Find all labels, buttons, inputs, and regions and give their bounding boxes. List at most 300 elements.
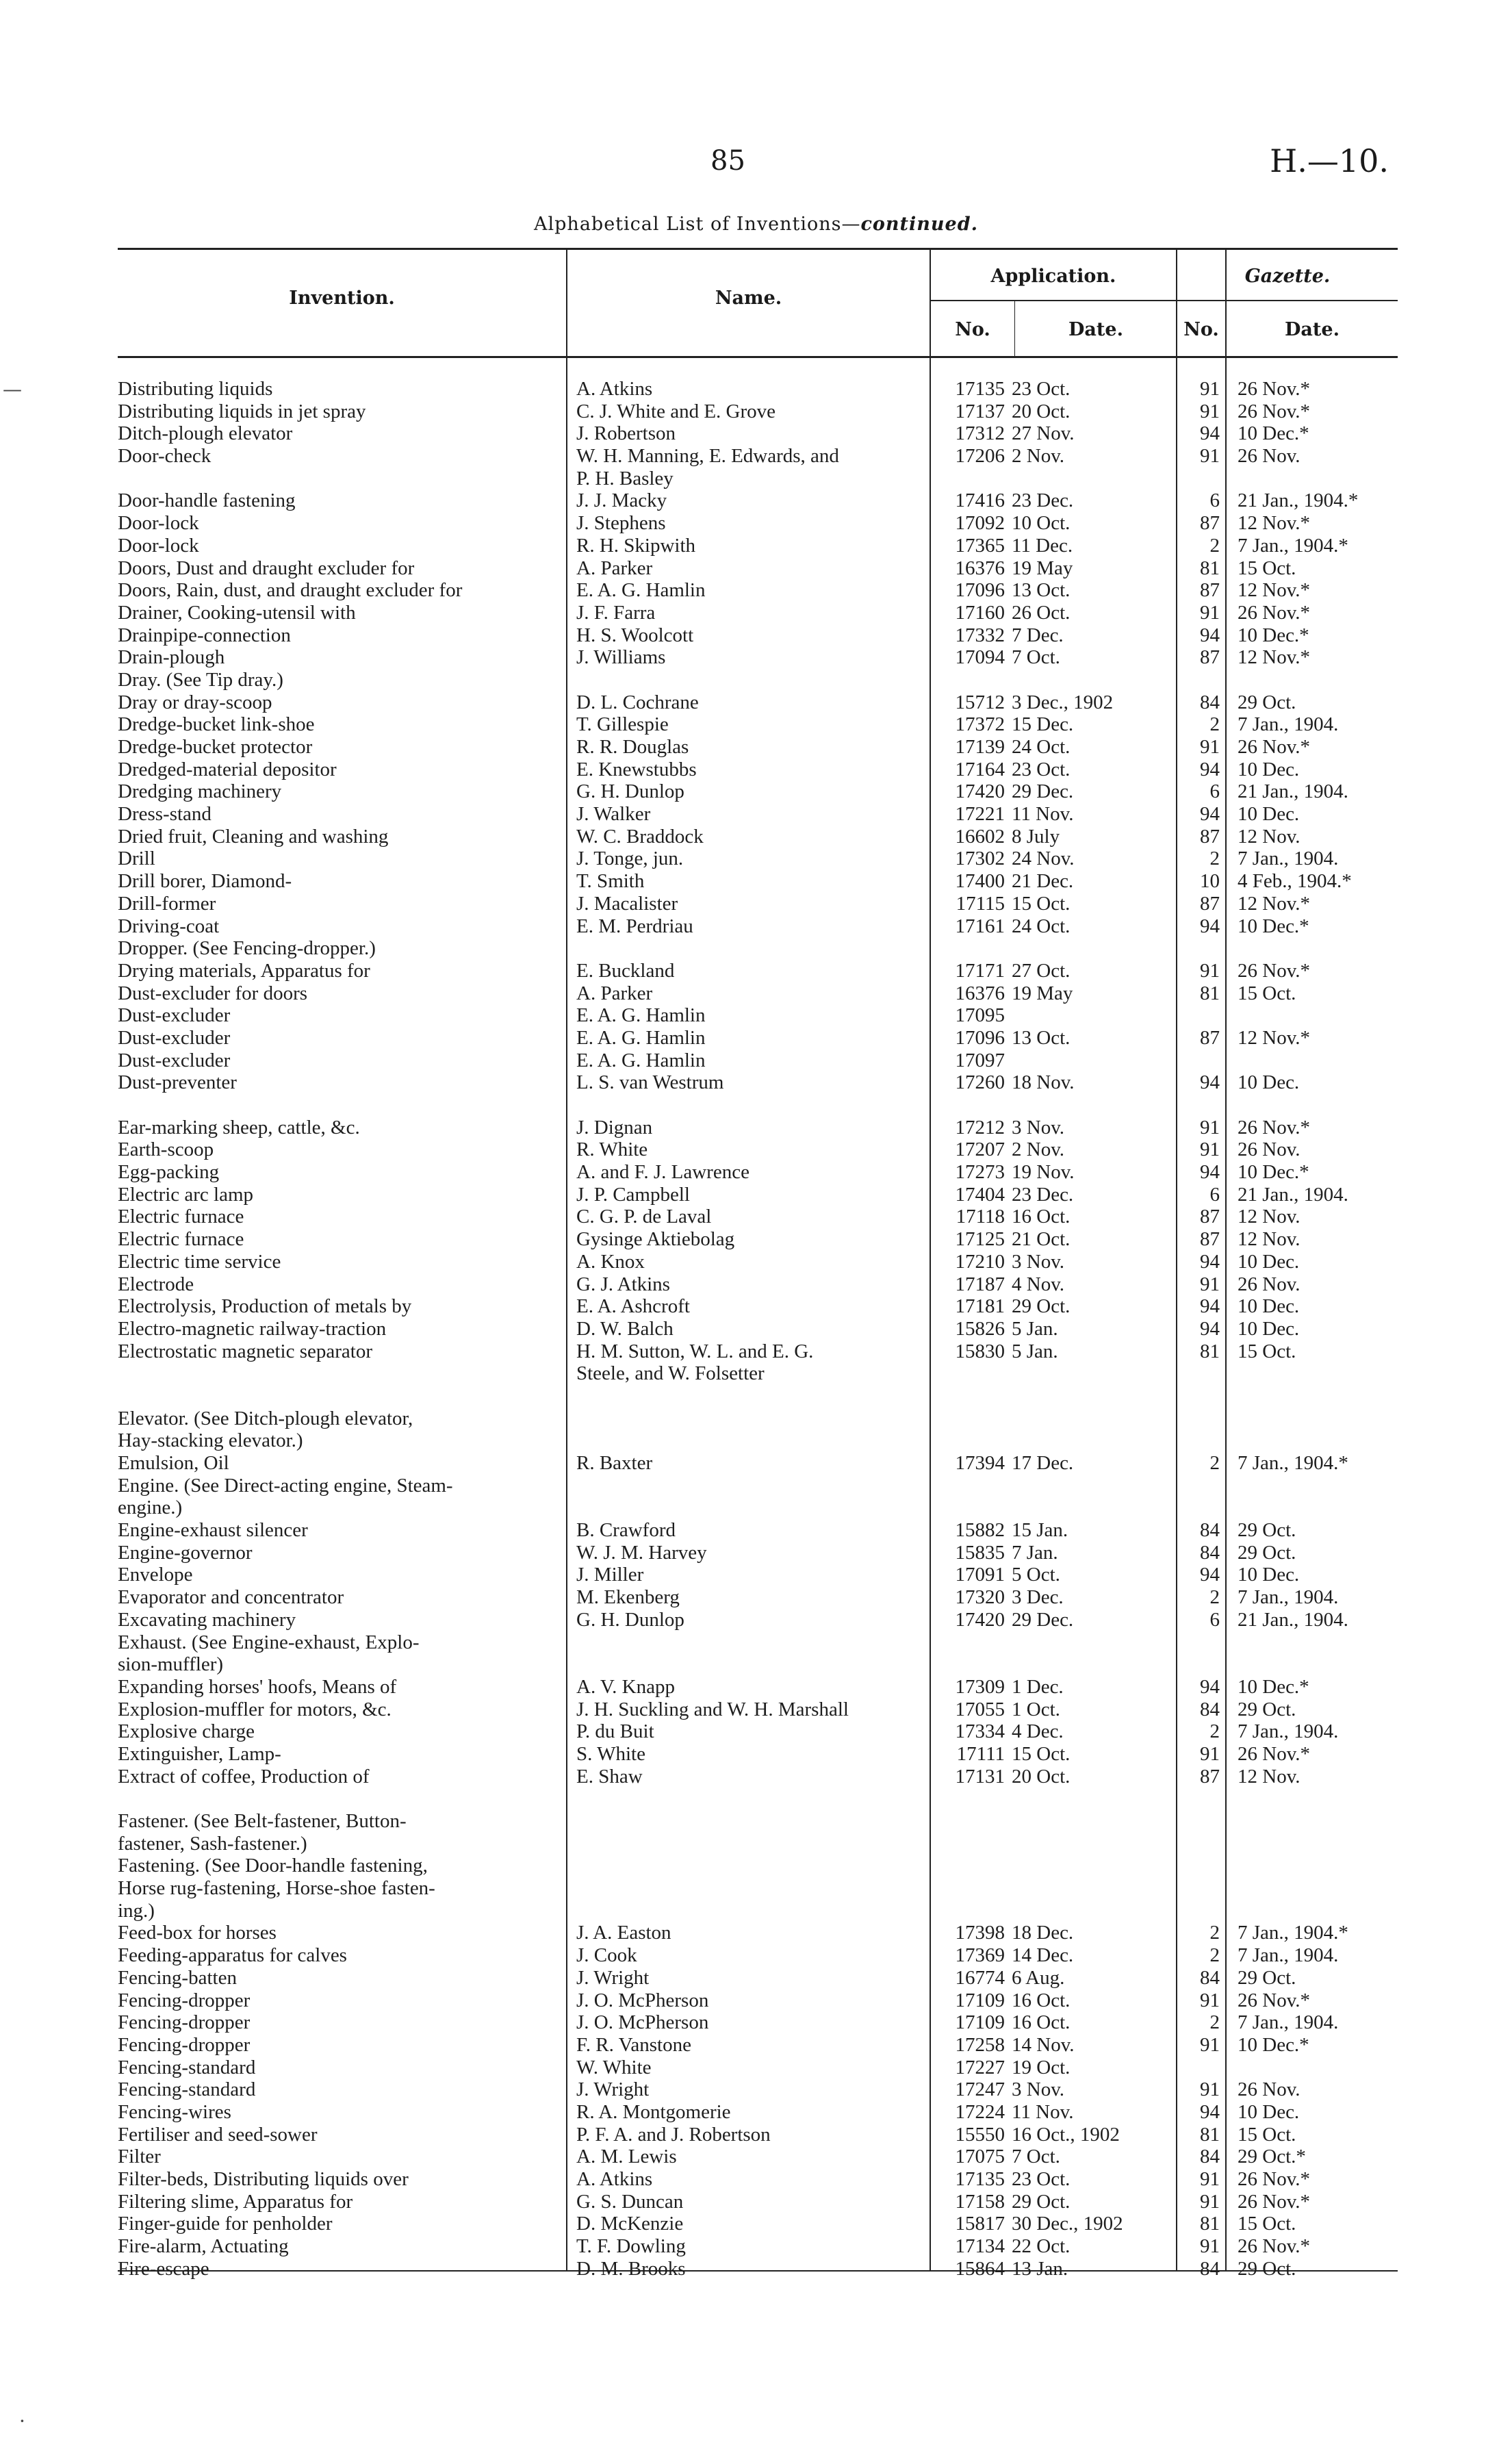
app-date-cell: [1012, 1429, 1176, 1452]
gazette-no-cell: 84: [1200, 691, 1220, 713]
gazette-no-cell: 91: [1200, 400, 1220, 422]
app-no-cell: 16376: [955, 982, 1005, 1004]
name-cell: D. M. Brooks: [576, 2257, 686, 2280]
app-date-cell: 23 Dec.: [1012, 1183, 1074, 1206]
invention-cell: Envelope: [118, 1564, 193, 1586]
app-no-cell: 17164: [955, 758, 1005, 780]
invention-cell: Fencing-dropper: [118, 2033, 251, 2056]
gazette-date-cell: 10 Dec.*: [1238, 1675, 1309, 1698]
margin-dash: —: [3, 378, 22, 400]
gazette-no-cell: [1175, 1475, 1220, 1497]
gazette-no-cell: [1175, 1429, 1220, 1452]
gazette-date-cell: [1238, 1475, 1402, 1497]
app-no-cell: 17334: [955, 1720, 1005, 1743]
gazette-date-cell: 26 Nov.*: [1238, 2190, 1311, 2213]
gazette-no-cell: 87: [1200, 512, 1220, 535]
gazette-no-cell: 2: [1209, 848, 1220, 870]
app-date-cell: 15 Oct.: [1012, 892, 1071, 915]
column-gazette-no: [1175, 378, 1220, 2280]
gazette-no-cell: 6: [1209, 1608, 1220, 1631]
invention-cell: engine.): [118, 1497, 183, 1519]
name-cell: J. O. McPherson: [576, 1989, 709, 2011]
gazette-no-cell: 81: [1200, 982, 1220, 1004]
gazette-no-cell: 87: [1200, 1228, 1220, 1251]
invention-cell: Feeding-apparatus for calves: [118, 1944, 347, 1967]
name-cell: J. Wright: [576, 1966, 650, 1989]
app-no-cell: 17075: [955, 2146, 1005, 2168]
gazette-no-cell: 94: [1200, 1250, 1220, 1273]
invention-cell: Filter: [118, 2146, 161, 2168]
name-cell: [576, 1497, 924, 1519]
app-no-cell: 17131: [955, 1765, 1005, 1788]
app-date-cell: 2 Nov.: [1012, 1139, 1065, 1161]
app-date-cell: 20 Oct.: [1012, 1765, 1071, 1788]
invention-cell: Door-lock: [118, 512, 199, 535]
invention-cell: Dust-excluder for doors: [118, 982, 308, 1004]
app-date-cell: 3 Nov.: [1012, 1250, 1065, 1273]
invention-cell: Fencing-dropper: [118, 1989, 251, 2011]
header-app-no: No.: [955, 319, 990, 340]
app-date-cell: 13 Oct.: [1012, 1026, 1071, 1049]
gazette-no-cell: 94: [1200, 624, 1220, 646]
app-no-cell: 17158: [955, 2190, 1005, 2213]
gazette-date-cell: 12 Nov.: [1238, 825, 1300, 848]
app-no-cell: 17135: [955, 378, 1005, 400]
invention-cell: Door-handle fastening: [118, 489, 296, 512]
name-cell: Steele, and W. Folsetter: [576, 1362, 765, 1385]
gazette-no-cell: 10: [1200, 870, 1220, 893]
app-date-cell: [1012, 1788, 1176, 1810]
app-date-cell: 14 Nov.: [1012, 2033, 1075, 2056]
app-date-cell: 27 Oct.: [1012, 959, 1071, 982]
gazette-no-cell: 94: [1200, 1071, 1220, 1094]
invention-cell: Egg-packing: [118, 1161, 220, 1184]
gazette-date-cell: 12 Nov.: [1238, 1228, 1300, 1251]
app-date-cell: 13 Jan.: [1012, 2257, 1068, 2280]
app-no-cell: 17212: [955, 1116, 1005, 1139]
app-date-cell: 16 Oct.: [1012, 1206, 1071, 1228]
invention-cell: Fastener. (See Belt-fastener, Button-: [118, 1810, 407, 1832]
app-no-cell: 17095: [955, 1004, 1005, 1027]
app-no-cell: 17207: [955, 1139, 1005, 1161]
name-cell: [576, 1631, 924, 1654]
name-cell: [576, 1475, 924, 1497]
invention-cell: Electrostatic magnetic separator: [118, 1340, 372, 1362]
app-date-cell: [1012, 1050, 1176, 1072]
app-no-cell: 15712: [955, 691, 1005, 713]
gazette-no-cell: [1175, 468, 1220, 490]
name-cell: W. H. Manning, E. Edwards, and: [576, 445, 839, 468]
gazette-date-cell: 26 Nov.*: [1238, 1116, 1311, 1139]
app-date-cell: 11 Nov.: [1012, 803, 1074, 826]
app-date-cell: 5 Oct.: [1012, 1564, 1060, 1586]
invention-cell: Explosion-muffler for motors, &c.: [118, 1698, 392, 1720]
app-date-cell: 13 Oct.: [1012, 579, 1071, 602]
app-no-cell: 17111: [956, 1742, 1005, 1765]
invention-cell: Electrolysis, Production of metals by: [118, 1295, 412, 1318]
gazette-date-cell: 26 Nov.: [1238, 2078, 1300, 2101]
invention-cell: Elevator. (See Ditch-plough elevator,: [118, 1407, 413, 1429]
gazette-date-cell: 21 Jan., 1904.: [1238, 780, 1348, 803]
gazette-date-cell: 12 Nov.*: [1238, 579, 1311, 602]
gazette-no-cell: 84: [1200, 1519, 1220, 1542]
gazette-no-cell: 94: [1200, 915, 1220, 937]
rule-after-gaz-no: [1225, 248, 1227, 2271]
app-no-cell: 17125: [955, 1228, 1005, 1251]
gazette-date-cell: [1238, 1362, 1402, 1385]
name-cell: M. Ekenberg: [576, 1586, 680, 1609]
gazette-date-cell: [1238, 1408, 1402, 1430]
invention-cell: Fire-alarm, Actuating: [118, 2235, 289, 2258]
app-date-cell: 19 Oct.: [1012, 2056, 1071, 2078]
gazette-no-cell: 84: [1200, 1966, 1220, 1989]
gazette-date-cell: [1238, 1385, 1402, 1408]
gazette-date-cell: 12 Nov.: [1238, 1765, 1300, 1788]
gazette-no-cell: 81: [1200, 2213, 1220, 2235]
gazette-date-cell: 10 Dec.: [1238, 1071, 1300, 1094]
app-date-cell: 8 July: [1012, 825, 1060, 848]
app-no-cell: [939, 1497, 1005, 1519]
invention-cell: Dredging machinery: [118, 780, 282, 803]
app-date-cell: 1 Oct.: [1012, 1698, 1060, 1720]
app-date-cell: 23 Oct.: [1012, 2168, 1071, 2190]
invention-cell: Doors, Dust and draught excluder for: [118, 557, 415, 579]
name-cell: [576, 669, 924, 691]
page-number: 85: [710, 145, 745, 177]
name-cell: E. Buckland: [576, 959, 675, 982]
name-cell: J. A. Easton: [576, 1922, 671, 1944]
gazette-no-cell: 6: [1209, 780, 1220, 803]
name-cell: E. M. Perdriau: [576, 915, 693, 937]
app-no-cell: [939, 1385, 1005, 1408]
name-cell: P. F. A. and J. Robertson: [576, 2123, 771, 2146]
gazette-date-cell: [1238, 1833, 1402, 1855]
app-date-cell: 16 Oct.: [1012, 2011, 1071, 2034]
app-no-cell: [939, 1788, 1005, 1810]
invention-cell: Door-lock: [118, 534, 199, 557]
app-date-cell: 7 Oct.: [1012, 646, 1060, 669]
app-date-cell: [1012, 468, 1176, 490]
header-application: Application.: [990, 266, 1116, 287]
column-gazette-date: [1238, 378, 1402, 2280]
name-cell: P. du Buit: [576, 1720, 654, 1743]
gazette-no-cell: [1175, 1004, 1220, 1027]
app-no-cell: 17273: [955, 1161, 1005, 1184]
name-cell: T. Gillespie: [576, 713, 669, 736]
invention-cell: Fencing-standard: [118, 2056, 256, 2078]
name-cell: S. White: [576, 1742, 645, 1765]
gazette-no-cell: 91: [1200, 378, 1220, 400]
invention-cell: Electrode: [118, 1273, 194, 1295]
gazette-no-cell: 94: [1200, 422, 1220, 445]
gazette-date-cell: 26 Nov.*: [1238, 2168, 1311, 2190]
app-date-cell: 19 Nov.: [1012, 1161, 1075, 1184]
gazette-no-cell: [1175, 1877, 1220, 1900]
invention-cell: Electro-magnetic railway-traction: [118, 1317, 387, 1340]
gazette-date-cell: 10 Dec.: [1238, 803, 1300, 826]
app-date-cell: 7 Oct.: [1012, 2146, 1060, 2168]
name-cell: J. Miller: [576, 1564, 644, 1586]
gazette-no-cell: 84: [1200, 1698, 1220, 1720]
app-no-cell: [939, 1810, 1005, 1833]
invention-cell: [118, 1788, 556, 1810]
invention-cell: [118, 1362, 556, 1385]
gazette-date-cell: [1238, 1788, 1402, 1810]
gazette-date-cell: [1238, 1653, 1402, 1676]
gazette-no-cell: 94: [1200, 758, 1220, 780]
invention-cell: Exhaust. (See Engine-exhaust, Explo-: [118, 1631, 420, 1653]
invention-cell: Drain-plough: [118, 646, 225, 669]
invention-cell: Fencing-standard: [118, 2078, 256, 2101]
app-no-cell: 17118: [956, 1206, 1005, 1228]
table-top-rule: [118, 248, 1398, 250]
gazette-date-cell: 10 Dec.: [1238, 1295, 1300, 1318]
invention-cell: Finger-guide for penholder: [118, 2213, 333, 2235]
gazette-date-cell: 21 Jan., 1904.: [1238, 1183, 1348, 1206]
name-cell: [576, 1385, 924, 1408]
header-gaz-date: Date.: [1285, 319, 1340, 340]
gazette-date-cell: 12 Nov.*: [1238, 892, 1311, 915]
name-cell: L. S. van Westrum: [576, 1071, 724, 1094]
app-date-cell: 1 Dec.: [1012, 1675, 1064, 1698]
gazette-no-cell: 2: [1209, 2011, 1220, 2034]
name-cell: R. White: [576, 1139, 648, 1161]
invention-cell: Horse rug-fastening, Horse-shoe fasten-: [118, 1877, 435, 1900]
gazette-date-cell: 10 Dec.*: [1238, 2033, 1309, 2056]
app-no-cell: 17221: [955, 803, 1005, 826]
gazette-date-cell: 26 Nov.*: [1238, 959, 1311, 982]
invention-cell: Electric furnace: [118, 1228, 244, 1251]
gazette-date-cell: [1238, 937, 1402, 960]
name-cell: E. Shaw: [576, 1765, 643, 1788]
app-date-cell: 11 Nov.: [1012, 2100, 1074, 2123]
invention-cell: Engine-governor: [118, 1541, 253, 1564]
app-date-cell: [1012, 1900, 1176, 1922]
gazette-no-cell: 81: [1200, 1340, 1220, 1362]
app-date-cell: 5 Jan.: [1012, 1340, 1058, 1362]
app-no-cell: 17365: [955, 534, 1005, 557]
app-no-cell: [939, 1653, 1005, 1676]
gazette-date-cell: 29 Oct.: [1238, 1541, 1296, 1564]
name-cell: P. H. Basley: [576, 467, 674, 489]
app-date-cell: 24 Nov.: [1012, 848, 1075, 870]
gazette-date-cell: 12 Nov.: [1238, 1206, 1300, 1228]
name-cell: J. H. Suckling and W. H. Marshall: [576, 1698, 849, 1720]
gazette-no-cell: 91: [1200, 1742, 1220, 1765]
invention-cell: Doors, Rain, dust, and draught excluder for: [118, 579, 463, 602]
name-cell: G. H. Dunlop: [576, 1608, 684, 1631]
app-no-cell: 17134: [955, 2235, 1005, 2258]
app-no-cell: 17096: [955, 1026, 1005, 1049]
app-date-cell: 7 Jan.: [1012, 1541, 1058, 1564]
gazette-no-cell: [1175, 1050, 1220, 1072]
app-date-cell: [1012, 1385, 1176, 1408]
gazette-date-cell: 29 Oct.: [1238, 1519, 1296, 1542]
invention-cell: Dredge-bucket protector: [118, 736, 313, 758]
gazette-no-cell: 91: [1200, 2190, 1220, 2213]
gazette-no-cell: 94: [1200, 1295, 1220, 1318]
invention-cell: Dray. (See Tip dray.): [118, 668, 283, 691]
title-main: Alphabetical List of Inventions—: [534, 214, 861, 235]
gazette-no-cell: [1175, 937, 1220, 960]
app-no-cell: 17394: [955, 1452, 1005, 1474]
header-gaz-no: No.: [1183, 319, 1219, 340]
app-date-cell: [1012, 1631, 1176, 1654]
app-no-cell: 15864: [955, 2257, 1005, 2280]
name-cell: E. A. G. Hamlin: [576, 1004, 706, 1027]
name-cell: Gysinge Aktiebolag: [576, 1228, 735, 1251]
invention-cell: Dredge-bucket link-shoe: [118, 713, 315, 736]
gazette-date-cell: 26 Nov.*: [1238, 1742, 1311, 1765]
app-date-cell: 4 Dec.: [1012, 1720, 1064, 1743]
app-no-cell: [939, 1855, 1005, 1877]
invention-cell: Ditch-plough elevator: [118, 422, 293, 445]
invention-cell: Engine-exhaust silencer: [118, 1519, 308, 1542]
app-no-cell: 17135: [955, 2168, 1005, 2190]
name-cell: [576, 1094, 924, 1117]
app-date-cell: 29 Dec.: [1012, 1608, 1074, 1631]
gazette-date-cell: 26 Nov.*: [1238, 400, 1311, 422]
invention-cell: Extract of coffee, Production of: [118, 1765, 370, 1788]
gazette-no-cell: 94: [1200, 803, 1220, 826]
app-no-cell: 17139: [955, 736, 1005, 758]
app-date-cell: 27 Nov.: [1012, 422, 1075, 445]
gazette-no-cell: 2: [1209, 1944, 1220, 1967]
column-invention: [118, 378, 556, 2280]
app-no-cell: [939, 468, 1005, 490]
name-cell: [576, 937, 924, 960]
name-cell: T. Smith: [576, 870, 645, 893]
gazette-date-cell: 26 Nov.*: [1238, 736, 1311, 758]
gazette-no-cell: [1175, 1855, 1220, 1877]
gazette-no-cell: [1175, 2057, 1220, 2079]
app-no-cell: 17181: [955, 1295, 1005, 1318]
gazette-date-cell: 15 Oct.: [1238, 1340, 1296, 1362]
gazette-no-cell: 91: [1200, 445, 1220, 468]
name-cell: H. M. Sutton, W. L. and E. G.: [576, 1340, 814, 1362]
gazette-date-cell: 10 Dec.*: [1238, 915, 1309, 937]
gazette-no-cell: 91: [1200, 2168, 1220, 2190]
gazette-no-cell: 2: [1209, 1586, 1220, 1609]
gazette-date-cell: 21 Jan., 1904.: [1238, 1608, 1348, 1631]
app-date-cell: 3 Dec., 1902: [1012, 691, 1114, 713]
app-date-cell: [1012, 1653, 1176, 1676]
gazette-no-cell: 94: [1200, 1161, 1220, 1184]
gazette-no-cell: [1175, 1653, 1220, 1676]
app-no-cell: 17320: [955, 1586, 1005, 1609]
invention-cell: Drainpipe-connection: [118, 624, 291, 646]
app-date-cell: 23 Oct.: [1012, 758, 1071, 780]
gazette-no-cell: 91: [1200, 1989, 1220, 2011]
name-cell: D. McKenzie: [576, 2213, 684, 2235]
app-no-cell: 15830: [955, 1340, 1005, 1362]
invention-cell: Extinguisher, Lamp-: [118, 1742, 281, 1765]
invention-cell: [118, 1385, 556, 1408]
gazette-no-cell: 81: [1200, 557, 1220, 579]
app-date-cell: 4 Nov.: [1012, 1273, 1065, 1295]
app-date-cell: 3 Dec.: [1012, 1586, 1064, 1609]
gazette-date-cell: 15 Oct.: [1238, 982, 1296, 1004]
name-cell: J. Wright: [576, 2078, 650, 2101]
app-no-cell: 17404: [955, 1183, 1005, 1206]
app-no-cell: [939, 1877, 1005, 1900]
name-cell: J. Tonge, jun.: [576, 848, 684, 870]
name-cell: [576, 1855, 924, 1877]
app-date-cell: 3 Nov.: [1012, 2078, 1065, 2101]
app-no-cell: 17137: [955, 400, 1005, 422]
app-no-cell: 17332: [955, 624, 1005, 646]
app-no-cell: 17171: [955, 959, 1005, 982]
gazette-date-cell: 10 Dec.: [1238, 758, 1300, 780]
gazette-date-cell: [1238, 669, 1402, 691]
app-no-cell: [939, 669, 1005, 691]
name-cell: B. Crawford: [576, 1519, 676, 1542]
name-cell: J. Robertson: [576, 422, 676, 445]
app-date-cell: [1012, 1475, 1176, 1497]
app-date-cell: 11 Dec.: [1012, 534, 1073, 557]
app-date-cell: 10 Oct.: [1012, 512, 1071, 535]
gazette-date-cell: [1238, 1497, 1402, 1519]
name-cell: C. G. P. de Laval: [576, 1206, 712, 1228]
gazette-date-cell: 26 Nov.*: [1238, 378, 1311, 400]
name-cell: [576, 1810, 924, 1833]
invention-cell: Fire-escape: [118, 2257, 209, 2280]
app-no-cell: 16602: [955, 825, 1005, 848]
app-date-cell: [1012, 937, 1176, 960]
name-cell: J. J. Macky: [576, 489, 667, 512]
app-no-cell: 17312: [955, 422, 1005, 445]
gazette-date-cell: [1238, 1429, 1402, 1452]
rule-under-application: [930, 300, 1177, 301]
gazette-date-cell: [1238, 1631, 1402, 1654]
invention-cell: Dress-stand: [118, 803, 212, 826]
name-cell: T. F. Dowling: [576, 2235, 686, 2258]
gazette-date-cell: 29 Oct.: [1238, 1966, 1296, 1989]
invention-cell: Expanding horses' hoofs, Means of: [118, 1675, 397, 1698]
app-no-cell: 15835: [955, 1541, 1005, 1564]
invention-cell: Drill-former: [118, 892, 216, 915]
invention-cell: Door-check: [118, 445, 212, 468]
gazette-no-cell: 94: [1200, 1564, 1220, 1586]
gazette-date-cell: 29 Oct.: [1238, 2257, 1296, 2280]
app-no-cell: [939, 937, 1005, 960]
name-cell: W. C. Braddock: [576, 825, 704, 848]
app-no-cell: 16774: [955, 1966, 1005, 1989]
app-no-cell: 17091: [955, 1564, 1005, 1586]
invention-cell: Emulsion, Oil: [118, 1452, 229, 1474]
app-no-cell: 17161: [955, 915, 1005, 937]
app-date-cell: 24 Oct.: [1012, 736, 1071, 758]
gazette-no-cell: 91: [1200, 2235, 1220, 2258]
app-date-cell: 16 Oct., 1902: [1012, 2123, 1120, 2146]
app-date-cell: 29 Oct.: [1012, 1295, 1071, 1318]
app-no-cell: 16376: [955, 557, 1005, 579]
invention-cell: Explosive charge: [118, 1720, 255, 1743]
app-date-cell: 16 Oct.: [1012, 1989, 1071, 2011]
invention-cell: Filtering slime, Apparatus for: [118, 2190, 353, 2213]
gazette-date-cell: 29 Oct.: [1238, 691, 1296, 713]
app-no-cell: 17400: [955, 870, 1005, 893]
app-date-cell: 6 Aug.: [1012, 1966, 1065, 1989]
gazette-date-cell: 26 Nov.: [1238, 1139, 1300, 1161]
gazette-no-cell: 91: [1200, 1116, 1220, 1139]
gazette-date-cell: 7 Jan., 1904.: [1238, 1944, 1339, 1967]
name-cell: F. R. Vanstone: [576, 2033, 691, 2056]
app-date-cell: [1012, 1877, 1176, 1900]
app-date-cell: 29 Oct.: [1012, 2190, 1071, 2213]
app-date-cell: [1012, 1833, 1176, 1855]
gazette-date-cell: 12 Nov.*: [1238, 646, 1311, 669]
